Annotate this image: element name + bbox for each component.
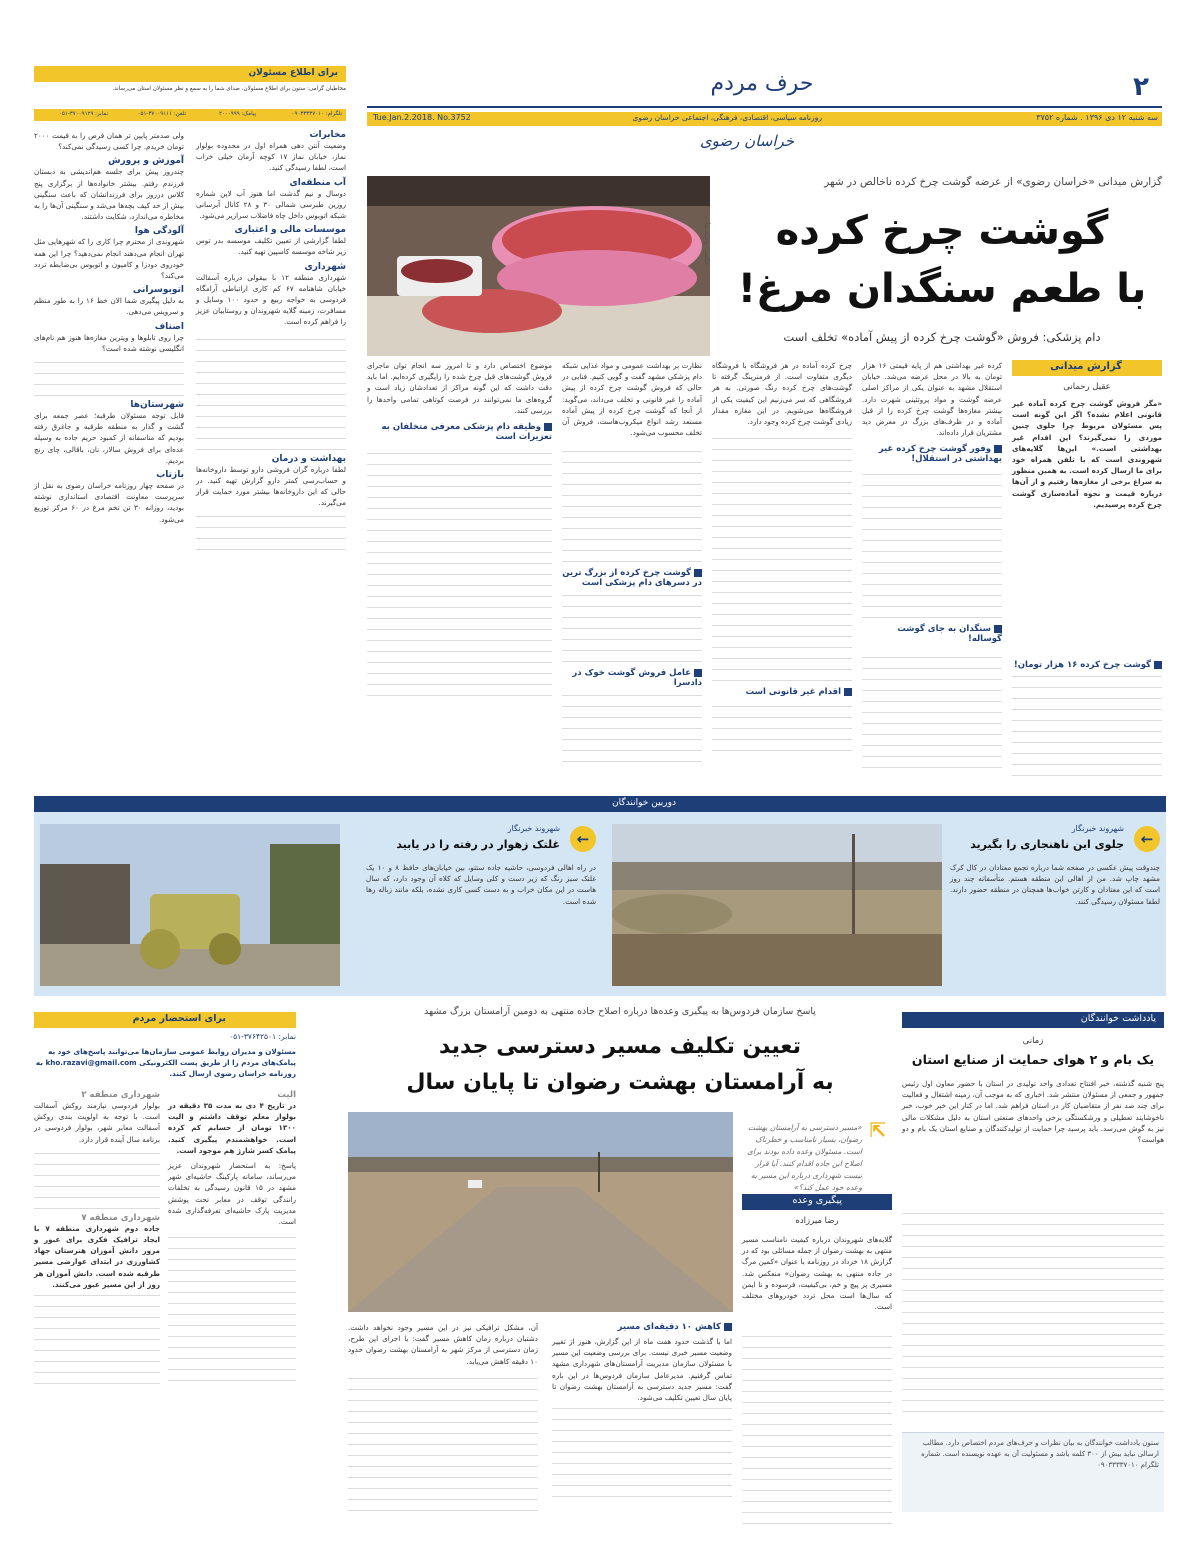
follow-up-label-text: پیگیری وعده [792, 1195, 842, 1206]
officials-right-subcolumn [196, 130, 346, 554]
author-name: عقیل رحمانی [1063, 382, 1111, 392]
sub-head [712, 687, 852, 697]
camera-item-headline: غلتک زهوار در رفته را در یابید [396, 838, 560, 851]
arrow-left-icon: ← [1134, 826, 1160, 852]
reader-note [902, 1012, 1164, 1520]
cemetery-story [348, 1004, 892, 1534]
contact-bar [34, 109, 346, 121]
officials-section-title: مخابرات [309, 130, 346, 140]
text-filler [562, 442, 702, 562]
officials-section [196, 262, 346, 450]
text-filler [196, 510, 346, 550]
officials-section [196, 225, 346, 257]
officials-section-title: آلودگی هوا [134, 226, 184, 237]
story-text: چرخ کرده آماده در هر فروشگاه با فروشگاه دیگری متفاوت است. از فرمنرینگ گرفته تا گوشت‌های چرخ کرده رنگ صورتی. به هر فروشگاهی که سر می‌زنیم این کیفیت یکی از فروشگاه‌ها می‌شویم. در این مغازه مقدار زیادی گوشت چرخ کرده وجود دارد. [712, 361, 852, 427]
officials-section-title: شهرستان‌ها [130, 400, 184, 411]
officials-section [196, 130, 346, 174]
officials-section-title: اتوبوسرانی [132, 285, 184, 296]
main-story [367, 170, 1162, 782]
sub-head-text: سنگدان به جای گوشت گوساله! [897, 624, 1002, 645]
notice-section-title: الیت [277, 1090, 296, 1100]
officials-section [34, 400, 184, 466]
sub-head-text: کاهش ۱۰ دقیقه‌ای مسیر [617, 1322, 721, 1332]
reader-note-kicker: زمانی [1022, 1036, 1044, 1046]
sub-head [562, 568, 702, 588]
sub-head-text: اقدام غیر قانونی است [745, 687, 841, 698]
cemetery-text: گلایه‌های شهروندان درباره کیفیت نامناسب مسیر منتهی به بهشت رضوان از جمله مسائلی بود که در گزارش ۱۸ خرداد در روزنامه با عنوان «کمین مرگ در جاده منتهی به بهشت رضوان» منعکس شد. مسیری پر پیچ و خم، بی‌کیفیت، فرسوده و نا ایمن که سال‌ها است محل تردد خودروهای مختلف است. [742, 1235, 892, 1312]
masthead-info-bar [367, 112, 1162, 126]
road-photo [348, 1112, 733, 1312]
officials-section-text: وضعیت آنتن دهی همراه اول در محدوده بولوار نماز، خیابان نماز ۱۷ کوچه آرمان خیلی خراب است، لطفا رسیدگی کنید. [196, 141, 346, 173]
public-notice-bar [34, 1012, 296, 1028]
meat-photo [367, 176, 710, 356]
bullet-square [544, 423, 552, 431]
sub-head [862, 444, 1002, 464]
contact-sms: پیامک: ۲۰۰۰۹۹۹ [218, 111, 256, 117]
officials-section-text: لطفا گزارشی از تعیین تکلیف موسسه بدر توس زیر شاخه موسسه کاسپین تهیه کنید. [196, 236, 346, 257]
officials-section [196, 178, 346, 222]
main-story-headline-1: گوشت چرخ کرده [775, 208, 1109, 254]
reader-note-section: یادداشت خوانندگان [1080, 1013, 1156, 1024]
sub-head-text: عامل فروش گوشت خوک در دادسرا [572, 668, 702, 689]
bullet-square [994, 625, 1002, 633]
field-report-box [1012, 360, 1162, 782]
field-report-text: «مگر فروش گوشت چرخ کرده آماده غیر قانونی اعلام نشده؟ اگر این گونه است پس مسئولان مربوط چرا جلوی چنین موردی را نمی‌گیرند؟ این اقدام غیر بهداشتی است.» این‌ها گلایه‌های شهروندی است که با تلفن همراه خود برای ما ارسال کرده است. به همین منظور به سراغ برخی از مغازه‌ها رفتیم و از آن‌ها درباره قیمت و نحوه آماده‌سازی گوشت چرخ کرده پرسیدیم. [1012, 399, 1162, 509]
sub-head-text: وظیفه دام پزشکی معرفی متخلفان به تعزیرات است [381, 422, 552, 443]
sub-head [552, 1322, 732, 1332]
masthead-top-row [367, 66, 1162, 108]
text-filler [348, 1371, 538, 1511]
notice-section-title: شهرداری منطقه ۷ [81, 1212, 160, 1223]
page-number: ۲ [1133, 72, 1149, 102]
public-notice [34, 1012, 296, 1532]
tagline: روزنامه سیاسی، اقتصادی، فرهنگی، اجتماعی خراسان رضوی [632, 113, 822, 122]
officials-section [34, 156, 184, 222]
camera-item-headline: جلوی این ناهنجاری را بگیرید [970, 838, 1124, 851]
public-notice-title: برای استحضار مردم [132, 1013, 226, 1024]
cemetery-author: رضا میرزاده [795, 1216, 839, 1226]
sub-head-text: گوشت چرخ کرده از بزرگ ترین در دسرهای دام پزشکی است [562, 568, 702, 589]
reader-note-text: پنج شنبه گذشته، خبر افتتاح تعدادی واحد تولیدی در استان با حضور معاون اول رئیس جمهور و جمعی از مسئولان منتشر شد. اخباری که به موجب آن، زمینه اشتغال و فعالیت برای چند صد نفر از متقاضیان کار در استان فراهم شد. اما در کنار این خبر خوب، خبر ناخوشایند تعطیلی و ورشکستگی برخی واحدهای صنعتی استان به دلیل مشکلات مالی نیز به گوش می‌رسد. باید پرسید چرا حمایت از تولیدکنندگان و صنایع استان یک بام و دو هواست؟ [902, 1079, 1164, 1145]
text-filler [552, 1407, 732, 1497]
camera-photo-roller-graphic [40, 824, 340, 986]
text-filler [367, 446, 552, 696]
field-report-title: گزارش میدانی [1050, 361, 1122, 372]
story-text: موضوع اختصاص دارد و تا امروز سه انجام توان ماجرای فروش گوشت‌های قبل چرخ شده را رایگیری کرده‌ایم. اما باید دقت داشت که این گونه مراکز از تعدادشان زیاد است و گروه‌های ما نمی‌توانند در فرصت کوتاهی تمامی واحدها را بررسی کنند. [367, 361, 552, 415]
cemetery-quote: «مسیر دسترسی به آرامستان بهشت رضوان، بسیار نامناسب و خطرناک است. مسئولان وعده داده بودند برای اصلاح این جاده اقدام کنند. آیا قرار نیست شهرداری درباره این مسیر به وعده خود عمل کند؟» [747, 1123, 862, 1192]
camera-item [40, 822, 596, 990]
text-filler [34, 356, 184, 396]
contact-phone: تلفن: ۳۷۰۰۹۱۱۱-۰۵۱ [137, 111, 186, 117]
cemetery-headline-2: به آرامستان بهشت رضوان تا پایان سال [406, 1070, 834, 1095]
camera-item-label: شهروند خبرنگار [507, 824, 560, 833]
story-text: نظارت بر بهداشت عمومی و مواد غذایی شبکه دام پزشکی مشهد گفت و گویی کنیم. فنایی در حالی که فروش گوشت چرخ کرده از پیش آماده را غیر قانونی و تخلف می‌داند، می‌گوید: از آنجا که گوشت چرخ کرده از پیش آماده مستعد رشد انواع میکروب‌هاست، فروش آن تخلف محسوب می‌شود. [562, 361, 702, 438]
officials-section-title: بهداشت و درمان [271, 453, 346, 464]
officials-section-text: شهرداری منطقه ۱۲ با بیقولی درباره آسفالت خیابان شاهنامه ۶۷ کم کاری اراتباطی آرامگاه فردوسی به خواجه ربیع و حدود ۱۰۰ وسایل و مسافرت، زمینه گلایه شهروندان و روستاییان عزیز را فراهم کرده است. [196, 272, 347, 327]
bullet-square [844, 688, 852, 696]
officials-left-subcolumn [34, 130, 184, 529]
main-story-kicker: گزارش میدانی «خراسان رضوی» از عرضه گوشت چرخ کرده ناخالص در شهر [824, 176, 1162, 188]
text-filler [34, 1149, 160, 1209]
follow-up-label [742, 1194, 892, 1210]
text-filler [862, 648, 1002, 768]
officials-section [34, 470, 184, 525]
issue-date: سه شنبه ۱۲ دی ۱۳۹۶ . شماره ۳۷۵۲ [1036, 113, 1158, 122]
paper-logo: خراسان رضوی [699, 132, 795, 150]
notice-right-subcolumn [168, 1090, 296, 1381]
officials-section-text: دوسال و نیم گذشت اما هنوز آب لاین شماره روزین طبرسی شمالی ۳۰ و ۲۸ کانال آبرسانی شبکه اتوبوس داخل چاه فاضلاب سرازیر می‌شود. [196, 188, 346, 221]
officials-section-title: اصناف [154, 321, 184, 332]
sub-head [367, 422, 552, 442]
officials-section [34, 285, 184, 317]
readers-camera [34, 796, 1166, 996]
meat-photo-graphic [367, 176, 710, 356]
officials-section [34, 130, 184, 152]
notice-section-text: بولوار فردوسی نیازمند روکش آسفالت است. با توجه به اولویت بندی روکش آسفالت معابر شهر، بولوار فردوسی در برنامه سال آینده قرار دارد. [34, 1101, 160, 1144]
officials-section-title: آموزش و پرورش [108, 156, 184, 167]
officials-subtitle: مخاطبان گرامی: ستون برای اطلاع مسئولان، صدای شما را به سمع و نظر مسئولان استان می‌رساند. [112, 86, 346, 92]
officials-section [34, 226, 184, 281]
camera-item-text: در راه اهالی فردوسی، حاشیه جاده ستتو، بین خیابان‌های حافظ ۸ و ۱۰ یک غلتک سبز رنگ که زیر دست و کلی وسایل که کلاه آن وجود دارد، که سال هاست در این مکان خراب و به دست کسی کاری نشده، بلکه مانند زباله رها شده است. [366, 863, 597, 906]
arrow-icon: ⇱ [869, 1118, 886, 1142]
officials-section-title: بازتاب [156, 470, 184, 481]
main-story-headline-2: با طعم سنگدان مرغ! [737, 266, 1147, 312]
story-col-5 [367, 360, 552, 782]
officials-section-title: موسسات مالی و اعتباری [234, 225, 346, 236]
sub-head [862, 624, 1002, 644]
story-col-2 [862, 360, 1002, 782]
bullet-square [694, 669, 702, 677]
notice-section-text: در تاریخ ۴ دی به مدت ۳۵ دقیقه در بولوار معلم توقف داشتم و الیت ۱۳۰۰ تومان از حسابم کم کرده است. خواهشمندم پیگیری کنید. پیامک کسر شارژ هم موجود است. [168, 1101, 296, 1155]
officials-section-text: ولی صدمتر پایین تر همان قرص را به قیمت ۲۰۰۰ تومان خریدم. چرا کسی رسیدگی نمی‌کند؟ [34, 131, 184, 152]
text-filler [712, 431, 852, 681]
masthead [367, 66, 1162, 161]
bullet-square [1154, 661, 1162, 669]
camera-photo-addicts-graphic [612, 824, 942, 986]
notice-section-text: جاده دوم شهرداری منطقه ۷ با ایجاد ترافیک فکری برای عبور و مرور دانش آموزان هنرستان جهاد کشاورزی در ابتدای عوارضی مسیر طرقبه شده است. دانش آموزان هر روز از این مسیر عبور می‌کنند. [34, 1223, 160, 1289]
arrow-left-icon: ← [570, 826, 596, 852]
officials-section-text: لطفا درباره گران فروشی دارو توسط داروخانه‌ها و حساب‌رسی کمتر دارو گزارش تهیه کنید. در حالی که این داروخانه‌ها بیشتر مورد حمایت قرار می‌گیرند. [196, 464, 346, 508]
officials-section-text: قابل توجه مسئولان طرقبه؛ عصر جمعه برای گشت و گذار به منطقه طرقبه و جاغرق رفته بودیم که متاسفانه از کمبود حریم جاده به وسیله عده‌ای برای فروش سالار، نان، باقالی، چای رنج بردیم. [34, 411, 184, 465]
text-filler [34, 1294, 160, 1384]
public-notice-fax: نمابر: ۳۷۶۴۲۵۰۱-۰۵۱ [229, 1032, 296, 1041]
story-col-3 [712, 360, 852, 782]
text-filler [902, 1212, 1164, 1412]
text-filler [562, 592, 702, 662]
camera-item-label: شهروند خبرنگار [1071, 824, 1124, 833]
officials-section-text: چندروز پیش برای جلسه هم‌اندیشی به دبستان فرزندم رفتم. بیشتر خانواده‌ها از برگزاری پنج کلاس درروز برای فرزندانشان که باعث سنگینی بیش از حد کیف بچه‌ها می‌شد و سنگینی آن‌ها را به مخاطره می‌اندازد، شکایت داشتند. [34, 167, 184, 222]
officials-section-title: آب منطقه‌ای [289, 177, 346, 188]
issue-date-en: Tue.Jan.2.2018. No.3752 [373, 113, 471, 122]
text-filler [712, 701, 852, 751]
sub-head [562, 668, 702, 688]
cemetery-text: اما با گذشت حدود هفت ماه از این گزارش، هنوز از تغییر وضعیت مسیر خبری نیست. برای بررسی وضعیت این مسیر با مسئولان سازمان مدیریت آرامستان‌های شهرداری مشهد تماس گرفتیم. مدیرعامل سازمان فردوس‌ها در این باره گفت: مسیر جدید دسترسی به آرامستان بهشت رضوان تا پایان سال تعیین تکلیف می‌شود. [552, 1337, 732, 1403]
notice-section-title: شهرداری منطقه ۲ [81, 1090, 160, 1100]
text-filler [562, 692, 702, 762]
public-notice-intro: مسئولان و مدیران روابط عمومی سازمان‌ها می‌توانند پاسخ‌های خود به پیامک‌های مردم را از طریق پست الکترونیکی kho.razavi@gmail.com به روزنامه خراسان رضوی ارسال کنند. [35, 1047, 296, 1078]
cemetery-col-2 [552, 1322, 732, 1497]
readers-camera-title-bar [34, 796, 1166, 812]
main-story-subhead: دام پزشکی: فروش «گوشت چرخ کرده از پیش آماده» تخلف است [783, 330, 1101, 344]
reader-note-bar [902, 1012, 1164, 1028]
section-title: حرف مردم [710, 71, 814, 96]
sub-head-text: وفور گوشت چرخ کرده غیر بهداشتی در استقلال! [878, 444, 1002, 465]
notice-left-subcolumn [34, 1090, 160, 1384]
cemetery-kicker: پاسخ سازمان فردوس‌ها به پیگیری وعده‌ها درباره اصلاح جاده منتهی به دومین آرامستان بزرگ مشهد [424, 1006, 816, 1017]
officials-section-text: در صفحه چهار روزنامه خراسان رضوی به نقل از سرپرست معاونت اقتصادی استانداری نوشته بودید، روزانه ۳۰ تن تخم مرغ در ۶۰ مرکز توزیع می‌شود. [34, 481, 184, 524]
cemetery-headline-1: تعیین تکلیف مسیر دسترسی جدید [439, 1034, 801, 1059]
text-filler [196, 330, 346, 450]
officials-section-text: به دلیل پیگیری شما الان خط ۱۶ را به طور منظم و سرویس می‌دهی. [34, 296, 184, 317]
bullet-square [724, 1323, 732, 1331]
bullet-square [994, 445, 1002, 453]
photo-credit: عکس: وحید بیات [703, 216, 711, 267]
officials-section-title: شهرداری [304, 261, 346, 272]
officials-section [196, 454, 346, 551]
story-text: کرده غیر بهداشتی هم از پایه قیمتی ۱۶ هزار تومان به بالا در محل عرضه می‌شد. خیابان استقلال مشهد به عنوان یکی از مراکز اصلی عرضه گوشت و مواد پروتئینی شهرت دارد. بیشتر مغازه‌ها گوشت چرخ کرده را از قبل آماده و در ظرف‌های بزرگ در معرض دید مشتریان قرار داده‌اند. [862, 361, 1002, 438]
sub-head-text: گوشت چرخ کرده ۱۶ هزار تومان! [1013, 660, 1151, 670]
field-report-label [1012, 360, 1162, 376]
officials-section-text: چرا روی تابلوها و ویترین مغازه‌ها هنوز هم نام‌های انگلیسی نوشته شده است؟ [34, 332, 184, 353]
sub-head-16k [1012, 660, 1162, 670]
text-filler [168, 1231, 296, 1381]
officials-column [34, 66, 346, 746]
contact-fax: نمابر: ۳۷۰۰۹۱۲۹-۰۵۱ [58, 111, 108, 117]
notice-section-text: پاسخ: به استحضار شهروندان عزیز می‌رساند، سامانه پارکینگ حاشیه‌ای شهر مشهد در ۱۵ قانون رسیدگی به تخلفات رانندگی توقف در معابر تحت پوشش مدیریت پارک حاشیه‌ای تعرفه‌گذاری شده است. [168, 1161, 296, 1227]
story-col-4 [562, 360, 702, 782]
bullet-square [694, 569, 702, 577]
road-photo-graphic [348, 1112, 733, 1312]
officials-section-text: شهروندی از محترم چرا کاری را که شهرهایی مثل تهران انجام می‌دهند انجام نمی‌دهید؟ چرا این همه خودروی دودزا و کامیون و اتوبوس بی‌ضابطه تردد می‌کند؟ [34, 237, 184, 281]
officials-title-bar [34, 66, 346, 82]
camera-photo-roller [40, 824, 340, 986]
reader-note-footer: ستون یادداشت خوانندگان به بیان نظرات و حرف‌های مردم اختصاص دارد. مطالب ارسالی نباید بیش از ۳۰۰ کلمه باشد و مسئولیت آن به عهده نویسنده است. شماره تلگرام ۰۹۰۳۳۳۳۷۰۱۰ [902, 1432, 1164, 1512]
text-filler [742, 1334, 892, 1524]
officials-title: برای اطلاع مسئولان [248, 68, 338, 78]
camera-item [612, 822, 1160, 990]
text-filler [862, 468, 1002, 618]
readers-camera-title: دوربین خوانندگان [612, 798, 676, 808]
camera-photo-addicts [612, 824, 942, 986]
officials-section [34, 322, 184, 396]
cemetery-text: آن، مشکل ترافیکی نیز در این مسیر وجود نخواهد داشت. دشتبان درباره زمان کاهش مسیر گفت: با اجرای این طرح، زمان دسترسی از مرکز شهر به آرامستان بهشت رضوان حدود ۱۰ دقیقه کاهش می‌یابد. [348, 1323, 538, 1366]
text-filler [1012, 676, 1162, 776]
camera-item-text: چندوقت پیش عکسی در صفحه شما درباره تجمع معتادان در کال کرک مشهد چاپ شد. من از اهالی این منطقه هستم. متأسفانه چند روز است که این معتادان و کارتن خواب‌ها همچنان در منطقه حضور دارند. لطفا مسئولان رسیدگی کنند. [950, 863, 1160, 906]
reader-note-headline: یک بام و ۲ هوای حمایت از صنایع استان [911, 1052, 1155, 1067]
contact-telegram: تلگرام: ۰۹۰۳۳۳۳۷۰۱۰ [291, 111, 342, 117]
cemetery-col-3 [348, 1322, 538, 1511]
